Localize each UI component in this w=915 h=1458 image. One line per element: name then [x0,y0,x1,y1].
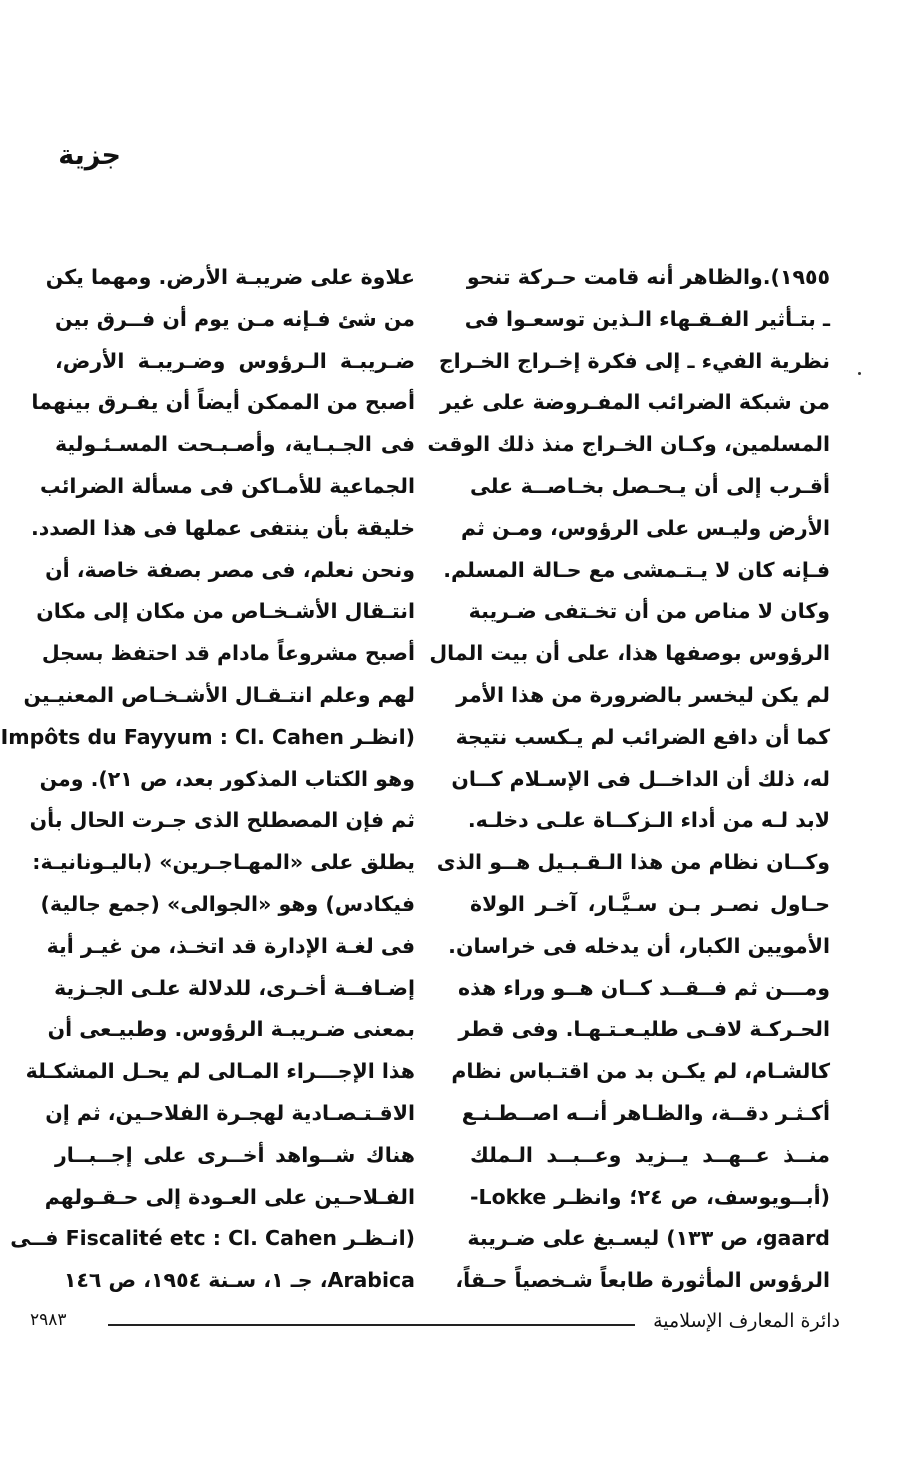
text-line: وكان لا مناص من أن تخـتفى ضـريبة [468,599,830,624]
text-line: المسلمين، وكـان الخـراج منذ ذلك الوقت [427,432,830,457]
text-line: هناك شــواهد أخــرى على إجــبــار [55,1142,415,1167]
text-line: وهو الكتاب المذكور بعد، ص ٢١). ومن [39,766,415,791]
text-line: أصبح من الممكن أيضاً أن يفـرق بينهما [31,390,415,415]
margin-mark [858,372,861,375]
text-line: كالشـام، لم يكـن بد من اقتـباس نظام [451,1059,830,1084]
page-title: جزية [58,140,121,171]
footer-publication-title: دائرة المعارف الإسلامية [653,1310,840,1332]
text-line: هذا الإجـــراء المـالى لم يحـل المشكـلة [25,1059,415,1084]
text-line: الرؤوس المأثورة طابعاً شـخصياً حـقاً، [455,1268,830,1293]
text-line: الحـركـة لافـى طليـعـتـهـا. وفى قطر [458,1017,830,1042]
text-line: لابد لـه من أداء الـزكــاة علـى دخلـه. [467,808,830,833]
footer-rule [108,1324,635,1326]
text-line: حـاول نصـر بـن سـيَّـار، آخـر الولاة [470,891,830,916]
text-line: منــذ عــهــد يــزيد وعــبــد الـملك [470,1142,830,1167]
text-line: إضـافــة أخـرى، للدلالة علـى الجـزية [54,975,415,1000]
text-line: gaard، ص ١٣٣) ليسـبغ على ضـريبة [467,1226,830,1251]
text-line: الرؤوس بوصفها هذا، على أن بيت المال [429,641,830,666]
text-line: علاوة على ضريبـة الأرض. ومهما يكن [45,265,415,289]
text-line: أصبح مشروعاً مادام قد احتفظ بسجل [41,641,415,666]
text-line: كما أن دافع الضرائب لم يـكسب نتيجة [455,724,830,749]
text-line: ـ بتـأثير الفـقـهاء الـذين توسعـوا فى [464,306,830,331]
text-line: الأمويين الكبار، أن يدخله فى خراسان. [448,933,830,958]
text-line: لم يكن ليخسر بالضرورة من هذا الأمر [456,682,830,707]
text-line: ونحن نعلم، فى مصر بصفة خاصة، أن [45,557,415,582]
right-column [427,257,830,1302]
left-column [0,257,415,1302]
text-line: خليقة بأن ينتفى عملها فى هذا الصدد. [30,515,415,540]
text-line: الأرض وليـس على الرؤوس، ومـن ثم [461,515,830,540]
text-line: (انظـر Impôts du Fayyum : Cl. Cahen [0,724,415,749]
page-number: ٢٩٨٣ [30,1310,67,1330]
text-line: أكـثـر دقــة، والظـاهر أنــه اصــطـنـع [461,1100,830,1125]
text-line: يطلق على «المهـاجـرين» (باليـونانيـة: [32,850,415,875]
text-line: انتـقال الأشـخـاص من مكان إلى مكان [36,599,415,624]
text-line: فـإنه كان لا يـتـمشى مع حـالة المسلم. [443,557,830,582]
text-line: أقـرب إلى أن يـحـصل بخـاصــة على [470,473,830,498]
text-line: لهم وعلم انتـقـال الأشـخـاص المعنيـين [23,682,415,707]
text-line: الجماعية للأمـاكن فى مسألة الضرائب [40,473,415,498]
text-line: (انـظـر Fiscalité etc : Cl. Cahen فــى [10,1226,415,1251]
text-line: ١٩٥٥).والظاهر أنه قامت حـركة تنحو [466,265,830,289]
text-line: من شبكة الضرائب المفـروضة على غير [439,390,830,415]
text-line: ضـريبـة الـرؤوس وضـريبـة الأرض، [55,348,415,373]
text-line: الاقـتـصـادية لهجـرة الفلاحـين، ثم إن [45,1100,415,1125]
text-line: ثم فإن المصطلح الذى جـرت الحال بأن [29,808,415,833]
text-line: له، ذلك أن الداخــل فى الإسـلام كــان [451,766,830,791]
text-line: نظرية الفيء ـ إلى فكرة إخـراج الخـراج [438,348,830,373]
text-line: ومـــن ثم فــقــد كــان هــو وراء هذه [458,975,830,1000]
text-line: من شئ فـإنه مـن يوم أن فــرق بين [55,306,415,331]
text-line: (أبــويوسف، ص ٢٤؛ وانظـر Lokke- [470,1184,830,1209]
text-line: بمعنى ضـريبـة الرؤوس. وطبيـعى أن [47,1017,415,1042]
text-line: فى الجـبـاية، وأصـبـحت المسـئـولية [55,432,415,457]
text-line: وكــان نظام من هذا الـقـبـيل هــو الذى [436,850,830,875]
text-line: فى لغـة الإدارة قد اتخـذ، من غيـر أية [46,933,415,958]
text-line: Arabica، جـ ١، سـنة ١٩٥٤، ص ١٤٦ [63,1268,415,1293]
page-footer [30,1310,840,1340]
text-line: فيكادس) وهو «الجوالى» (جمع جالية) [40,891,415,916]
text-line: الفـلاحـين على العـودة إلى حـقـولهم [44,1184,415,1209]
